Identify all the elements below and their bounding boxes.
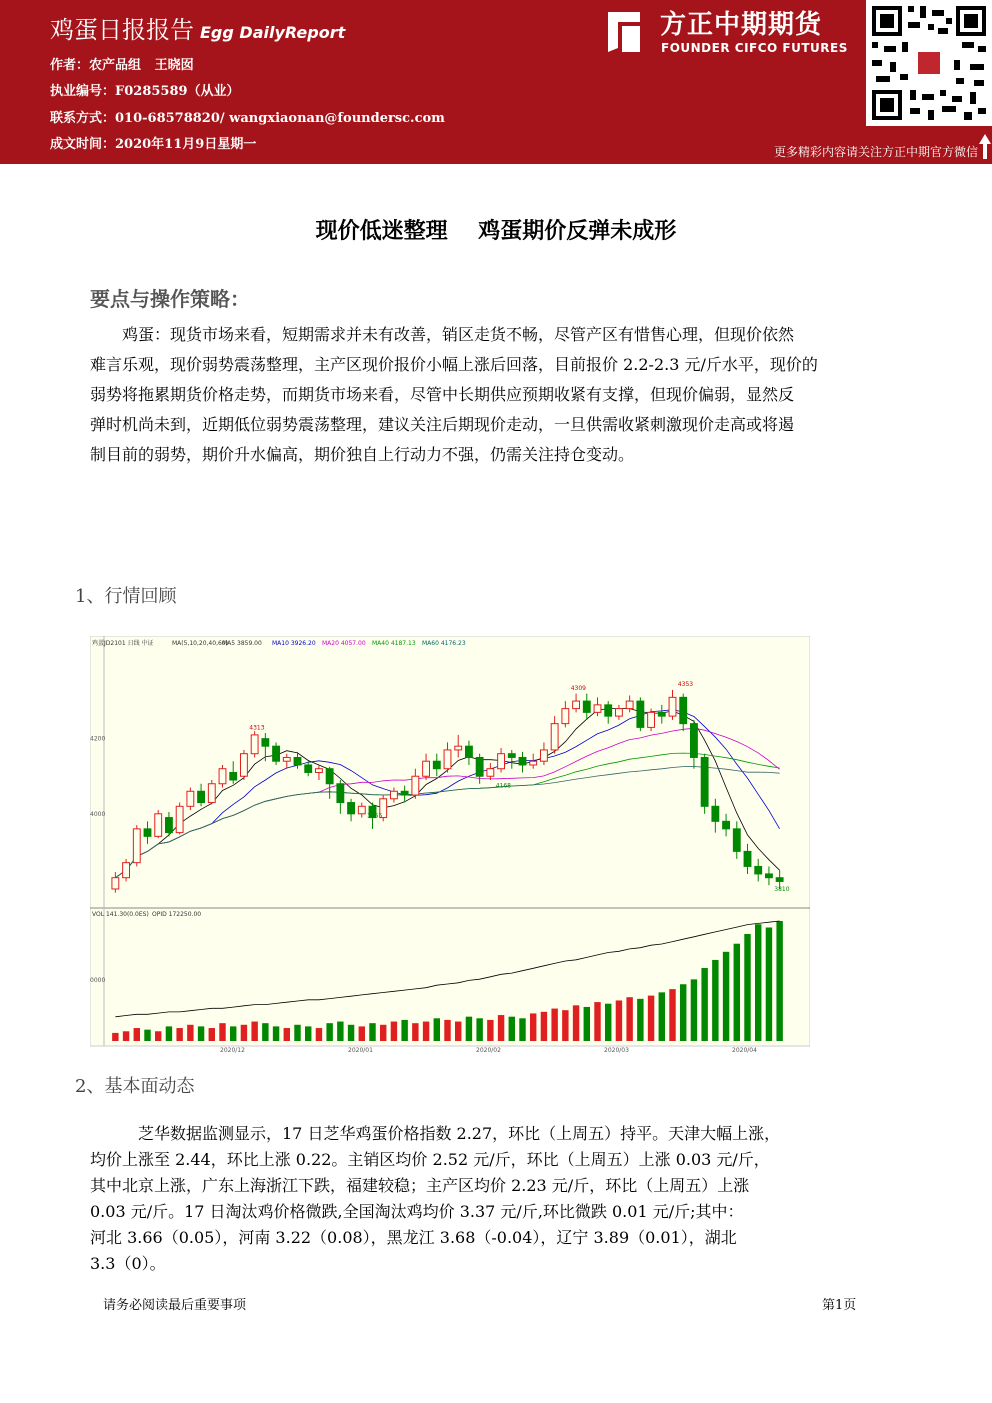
volume-bar — [712, 960, 718, 1041]
follow-wechat-text: 更多精彩内容请关注方正中期官方微信 — [773, 145, 978, 159]
candle-body — [294, 757, 301, 765]
page-title: 现价低迷整理 鸡蛋期价反弹未成形 — [315, 218, 677, 244]
candle-body — [712, 806, 719, 821]
candle-body — [305, 765, 312, 773]
volume-bar — [691, 979, 697, 1041]
fund-line-2: 均价上涨至 2.44，环比上涨 0.22。主销区均价 2.52 元/斤，环比（上周五）上涨 0.03 元/斤， — [90, 1150, 770, 1169]
candle-body — [391, 791, 398, 799]
points-line-4: 弹时机尚未到，近期低位弱势震荡整理，建议关注后期现价走动，一旦供需收紧刺激现价走高或将遏 — [90, 415, 795, 434]
candle-body — [476, 757, 483, 776]
section-market-review: 1、行情回顾 — [75, 586, 177, 607]
candle-body — [562, 709, 569, 724]
volume-bar — [241, 1025, 247, 1041]
volume-bar — [444, 1020, 450, 1041]
candle-body — [358, 806, 365, 814]
volume-bar — [659, 992, 665, 1041]
price-annotation: 4168 — [495, 782, 511, 790]
legend-entry: 鸡蛋JD2101 日线 中证 — [92, 640, 154, 647]
candle-body — [637, 701, 644, 727]
section-fundamentals: 2、基本面动态 — [75, 1076, 195, 1097]
y-tick-label: 4200 — [90, 735, 106, 743]
report-header — [0, 0, 992, 162]
candle-body — [648, 712, 655, 727]
x-tick-label: 2020/01 — [348, 1047, 373, 1054]
x-tick-label: 2020/03 — [604, 1047, 629, 1054]
candle-body — [316, 769, 323, 773]
candle-body — [423, 761, 430, 776]
points-line-2: 难言乐观，现价弱势震荡整理，主产区现价报价小幅上涨后回落，目前报价 2.2-2.3 元/斤水平，现价的 — [90, 355, 818, 374]
fund-line-1: 芝华数据监测显示，17 日芝华鸡蛋价格指数 2.27，环比（上周五）持平。天津大幅上涨， — [138, 1124, 781, 1143]
candle-body — [176, 806, 183, 832]
volume-bar — [380, 1025, 386, 1041]
points-line-5: 制目前的弱势，期价升水偏高，期价独自上行动力不强，仍需关注持仓变动。 — [90, 445, 635, 464]
candle-body — [755, 866, 762, 874]
candle-body — [594, 705, 601, 713]
volume-bar — [573, 1005, 579, 1041]
candle-body — [412, 776, 419, 795]
volume-y-tick-label: 0000 — [90, 977, 106, 984]
volume-bar — [412, 1023, 418, 1041]
candle-body — [337, 784, 344, 803]
volume-bar — [284, 1028, 290, 1041]
candle-body — [219, 769, 226, 784]
candle-body — [455, 746, 462, 750]
volume-bar — [198, 1026, 204, 1041]
volume-bar — [776, 921, 782, 1041]
candle-body — [433, 761, 440, 769]
candle-body — [401, 791, 408, 795]
volume-legend-entry: VOL 141.30(0.0ES) — [92, 911, 149, 918]
volume-bar — [551, 1009, 557, 1041]
candle-body — [198, 791, 205, 802]
volume-bar — [219, 1023, 225, 1041]
volume-bar — [734, 944, 740, 1041]
candle-body — [444, 750, 451, 769]
legend-entry: MA20 4057.00 — [322, 640, 366, 647]
volume-bar — [434, 1018, 440, 1041]
legend-entry: MA40 4187.13 — [372, 640, 416, 647]
volume-bar — [626, 997, 632, 1041]
volume-bar — [466, 1017, 472, 1041]
volume-bar — [273, 1026, 279, 1041]
candle-body — [348, 803, 355, 814]
volume-bar — [562, 1010, 568, 1041]
volume-bar — [423, 1022, 429, 1041]
x-tick-label: 2020/04 — [732, 1047, 757, 1054]
volume-bar — [251, 1022, 257, 1041]
candle-body — [669, 697, 676, 716]
volume-bar — [455, 1022, 461, 1041]
volume-bar — [487, 1020, 493, 1041]
volume-bar — [723, 952, 729, 1041]
price-annotation: 3810 — [774, 885, 790, 893]
volume-bar — [476, 1018, 482, 1041]
candle-body — [605, 705, 612, 716]
brand-name-en: FOUNDER CIFCO FUTURES — [661, 41, 848, 55]
volume-bar — [541, 1012, 547, 1041]
points-heading: 要点与操作策略： — [90, 287, 250, 311]
candle-body — [498, 754, 505, 769]
author-line: 作者：农产品组 王晓囡 — [50, 58, 194, 73]
volume-bar — [155, 1031, 161, 1041]
y-tick-label: 4000 — [90, 810, 106, 818]
candle-body — [133, 829, 140, 863]
founder-logo-icon — [604, 8, 644, 54]
volume-bar — [209, 1028, 215, 1041]
candle-body — [541, 750, 548, 761]
volume-bar — [616, 1000, 622, 1041]
price-chart — [90, 636, 810, 1054]
candle-body — [208, 784, 215, 803]
volume-bar — [391, 1022, 397, 1041]
x-tick-label: 2020/02 — [476, 1047, 501, 1054]
license-line: 执业编号：F0285589（从业） — [50, 84, 240, 99]
volume-bar — [123, 1031, 129, 1041]
header-divider — [0, 162, 992, 169]
volume-bar — [176, 1028, 182, 1041]
volume-bar — [305, 1026, 311, 1041]
volume-bar — [230, 1026, 236, 1041]
brand-name-cn: 方正中期期货 — [660, 10, 823, 40]
volume-bar — [637, 999, 643, 1041]
contact-line: 联系方式：010-68578820/ wangxiaonan@foundersc.com — [50, 111, 445, 126]
volume-bar — [401, 1020, 407, 1041]
volume-bar — [744, 934, 750, 1041]
candle-body — [551, 724, 558, 750]
volume-bar — [144, 1030, 150, 1041]
volume-bar — [509, 1017, 515, 1041]
candle-body — [519, 757, 526, 765]
candle-body — [776, 878, 783, 882]
legend-entry: MA60 4176.23 — [422, 640, 466, 647]
candle-body — [626, 701, 633, 709]
volume-bar — [648, 996, 654, 1041]
volume-bar — [701, 968, 707, 1041]
volume-bar — [187, 1025, 193, 1041]
volume-bar — [166, 1026, 172, 1041]
candle-body — [112, 878, 119, 889]
candle-body — [680, 697, 687, 723]
candle-body — [144, 829, 151, 837]
candle-body — [701, 757, 708, 806]
arrow-up-icon — [978, 132, 992, 160]
legend-entry: MA(5,10,20,40,60) — [172, 640, 228, 647]
points-line-3: 弱势将拖累期货价格走势，而期货市场来看，尽管中长期供应预期收紧有支撑，但现价偏弱，显然反 — [90, 385, 795, 404]
volume-bar — [112, 1033, 118, 1041]
candle-body — [723, 821, 730, 829]
volume-bar — [369, 1023, 375, 1041]
candle-body — [508, 754, 515, 758]
points-line-1: 鸡蛋：现货市场来看，短期需求并未有改善，销区走货不畅，尽管产区有惜售心理，但现价依然 — [122, 325, 795, 344]
candle-body — [658, 712, 665, 716]
volume-bar — [316, 1028, 322, 1041]
candle-body — [487, 769, 494, 777]
page-number: 第1页 — [822, 1298, 857, 1313]
volume-bar — [766, 927, 772, 1041]
footer-notice: 请务必阅读最后重要事项 — [103, 1298, 247, 1313]
candle-body — [230, 772, 237, 780]
fund-line-5: 河北 3.66（0.05），河南 3.22（0.08），黑龙江 3.68（-0.04），辽宁 3.89（0.01），湖北 — [90, 1228, 737, 1247]
volume-bar — [348, 1025, 354, 1041]
volume-bar — [519, 1018, 525, 1041]
candle-body — [466, 746, 473, 757]
volume-bar — [584, 1007, 590, 1041]
qr-code-icon — [866, 0, 992, 126]
candle-body — [326, 769, 333, 784]
volume-bar — [337, 1022, 343, 1041]
volume-legend-entry: OPID 172250.00 — [152, 911, 202, 918]
candle-body — [691, 724, 698, 758]
volume-bar — [294, 1025, 300, 1041]
candle-body — [155, 814, 162, 837]
volume-bar — [134, 1028, 140, 1041]
volume-bar — [669, 989, 675, 1041]
price-annotation: 3955 — [367, 812, 383, 820]
volume-bar — [605, 1004, 611, 1041]
legend-entry: MA10 3926.20 — [272, 640, 316, 647]
candle-body — [733, 829, 740, 852]
volume-bar — [359, 1026, 365, 1041]
candle-body — [187, 791, 194, 806]
candle-body — [262, 739, 269, 747]
fund-line-3: 其中北京上涨，广东上海浙江下跌，福建较稳；主产区均价 2.23 元/斤，环比（上周五）上涨 — [90, 1176, 750, 1195]
candle-body — [273, 746, 280, 761]
candle-body — [530, 761, 537, 765]
volume-bar — [755, 924, 761, 1041]
legend-entry: MA5 3859.00 — [222, 640, 262, 647]
candle-body — [283, 757, 290, 761]
volume-bar — [262, 1023, 268, 1041]
report-title: 鸡蛋日报报告 Egg DailyReport — [50, 16, 346, 44]
candle-body — [166, 818, 173, 833]
candle-body — [744, 851, 751, 866]
volume-bar — [530, 1013, 536, 1041]
candle-body — [766, 874, 773, 878]
date-line: 成文时间：2020年11月9日星期一 — [50, 137, 257, 152]
candle-body — [241, 754, 248, 777]
volume-bar — [594, 1002, 600, 1041]
candle-body — [583, 701, 590, 712]
fund-line-4: 0.03 元/斤。17 日淘汰鸡价格微跌,全国淘汰鸡均价 3.37 元/斤,环比微跌 0.01 元/斤;其中： — [90, 1202, 744, 1221]
candle-body — [616, 709, 623, 717]
price-annotation: 4313 — [249, 724, 265, 732]
volume-bar — [326, 1023, 332, 1041]
volume-bar — [498, 1015, 504, 1041]
candle-body — [573, 701, 580, 709]
price-annotation: 4309 — [570, 684, 586, 692]
price-annotation: 4353 — [677, 681, 694, 689]
fund-line-6: 3.3（0）。 — [90, 1254, 166, 1273]
price-chart-svg — [90, 636, 810, 1054]
candle-body — [123, 863, 130, 878]
volume-bar — [680, 984, 686, 1041]
x-tick-label: 2020/12 — [220, 1047, 245, 1054]
candle-body — [251, 735, 258, 754]
